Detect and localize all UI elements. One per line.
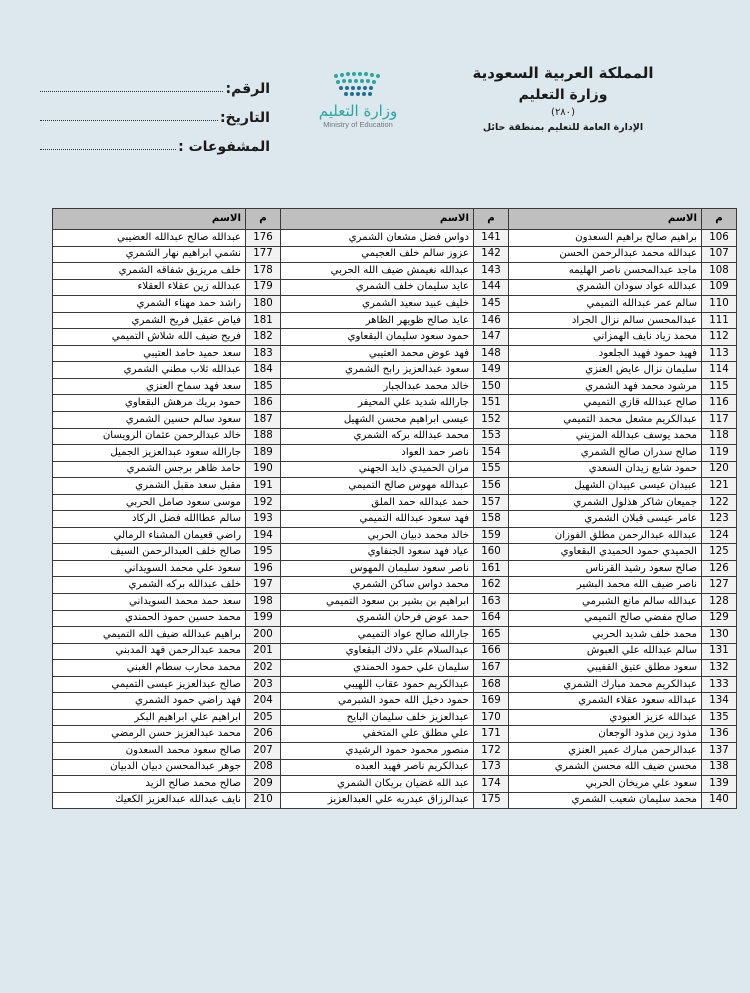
name-cell: عبدالله صالح عبدالله العضيبي [53,230,246,247]
row-number-cell: 197 [246,577,281,594]
name-cell: سعود علي محمد السويداني [53,560,246,577]
name-cell: محمد عبدالرحمن فهد المدبني [53,643,246,660]
table-row [53,544,737,561]
name-cell: محمد يوسف عبدالله المزيني [509,428,702,445]
row-number-cell: 170 [474,709,509,726]
name-cell: عبدالكريم مشعل محمد التميمي [509,412,702,429]
name-cell: سالم عطاالله فضل الركاد [53,511,246,528]
row-number-cell: 140 [702,792,737,809]
row-number-cell: 201 [246,643,281,660]
row-number-cell: 190 [246,461,281,478]
name-cell: عبدالرحمن مبارك عمير العنزي [509,742,702,759]
table-row [53,378,737,395]
row-number-cell: 148 [474,345,509,362]
row-number-cell: 137 [702,742,737,759]
row-number-cell: 172 [474,742,509,759]
name-cell: عايد صالح ظويهر الظاهر [281,312,474,329]
row-number-cell: 124 [702,527,737,544]
table-row [53,776,737,793]
name-cell: براهيم عبدالله ضيف الله التميمي [53,627,246,644]
name-cell: خالد محمد دبيان الحربي [281,527,474,544]
logo-english-text: Ministry of Education [323,120,393,129]
name-cell: حمد عوض فرحان الشمري [281,610,474,627]
name-cell: محمد زياد نايف الهمزاني [509,329,702,346]
table-row [53,246,737,263]
row-number-cell: 205 [246,709,281,726]
table-row [53,230,737,247]
table-row [53,511,737,528]
row-number-cell: 199 [246,610,281,627]
name-cell: عبدالله زين عقلاء العقلاء [53,279,246,296]
table-row [53,362,737,379]
name-cell: محمد عبدالله بركه الشمري [281,428,474,445]
table-row [53,726,737,743]
name-cell: خلف مريزيق شفاقه الشمري [53,263,246,280]
name-cell: سعد فهد سماح العنزي [53,378,246,395]
row-number-cell: 112 [702,329,737,346]
row-number-cell: 139 [702,776,737,793]
table-row [53,527,737,544]
name-cell: الحميدي حمود الحميدي البقعاوي [509,544,702,561]
row-number-cell: 119 [702,445,737,462]
row-number-cell: 206 [246,726,281,743]
row-number-cell: 164 [474,610,509,627]
name-cell: حامد ظاهر برجس الشمري [53,461,246,478]
name-cell: سالم عمر عبدالله التميمي [509,296,702,313]
table-row [53,445,737,462]
table-row [53,627,737,644]
row-number-cell: 162 [474,577,509,594]
name-cell: سعود سالم حسين الشمري [53,412,246,429]
row-number-cell: 195 [246,544,281,561]
name-cell: عبدالمحسن سالم نزال الجراد [509,312,702,329]
name-cell: حمود شايع زيدان السعدي [509,461,702,478]
name-cell: عبدالكريم محمد مبارك الشمري [509,676,702,693]
name-cell: نايف عبدالله عبدالعزيز الكعيك [53,792,246,809]
name-cell: خلف عبدالله بركه الشمري [53,577,246,594]
name-cell: عبدالله سالم مانع الشبرمي [509,594,702,611]
row-number-cell: 116 [702,395,737,412]
table-row [53,560,737,577]
row-number-cell: 158 [474,511,509,528]
row-number-cell: 159 [474,527,509,544]
name-cell: راشد حمد مهناء الشمري [53,296,246,313]
row-number-cell: 114 [702,362,737,379]
name-cell: فهد عوض محمد العتيبي [281,345,474,362]
name-cell: جوهر عبدالمحسن دبيان الدبيان [53,759,246,776]
name-cell: فهد سعود عبدالله التميمي [281,511,474,528]
kingdom-title: المملكة العربية السعودية [472,64,654,82]
row-number-cell: 192 [246,494,281,511]
name-cell: سليمان نزال عايض العنزي [509,362,702,379]
row-number-cell: 176 [246,230,281,247]
name-cell: مذود زين مذود الوجعان [509,726,702,743]
name-cell: خليف عبيد سعيد الشمري [281,296,474,313]
row-number-cell: 174 [474,776,509,793]
name-cell: جارالله سعود عبدالعزيز الجميل [53,445,246,462]
row-number-cell: 196 [246,560,281,577]
name-cell: منصور محمود حمود الرشيدي [281,742,474,759]
row-number-cell: 156 [474,478,509,495]
row-number-cell: 144 [474,279,509,296]
row-number-cell: 182 [246,329,281,346]
column-header-number: م [246,209,281,230]
name-cell: خالد عبدالرحمن عثمان الرويسان [53,428,246,445]
table-row [53,610,737,627]
row-number-cell: 153 [474,428,509,445]
name-cell: ناصر ضيف الله محمد البشير [509,577,702,594]
row-number-cell: 178 [246,263,281,280]
column-header-name: الاسم [281,209,474,230]
name-cell: ابراهيم علي ابراهيم البكر [53,709,246,726]
name-cell: عبدالله نغيمش ضيف الله الحربي [281,263,474,280]
name-cell: فهد راضي حمود الشمري [53,693,246,710]
row-number-cell: 115 [702,378,737,395]
column-header-number: م [702,209,737,230]
table-row [53,461,737,478]
row-number-cell: 188 [246,428,281,445]
row-number-cell: 154 [474,445,509,462]
name-cell: حمود سعود سليمان البقعاوي [281,329,474,346]
row-number-cell: 202 [246,660,281,677]
name-cell: سعود علي مريخان الحربي [509,776,702,793]
name-cell: صالح سعود محمد السعدون [53,742,246,759]
name-cell: ناصر حمد العواد [281,445,474,462]
table-header-row [53,209,737,230]
name-cell: عامر عيسى قبلان الشمري [509,511,702,528]
name-cell: محمد سليمان شعيب الشمري [509,792,702,809]
table-row [53,412,737,429]
table-row [53,329,737,346]
row-number-cell: 165 [474,627,509,644]
row-number-cell: 141 [474,230,509,247]
row-number-cell: 210 [246,792,281,809]
name-cell: صالح سعود رشيد القرناس [509,560,702,577]
row-number-cell: 142 [474,246,509,263]
table-row [53,709,737,726]
name-cell: مقبل سعد مقبل الشمري [53,478,246,495]
number-blank [40,90,223,92]
row-number-cell: 126 [702,560,737,577]
row-number-cell: 157 [474,494,509,511]
name-cell: عبدالله محمد عبدالرحمن الحسن [509,246,702,263]
document-code: (٢٨٠) [551,107,575,118]
table-row [53,263,737,280]
row-number-cell: 208 [246,759,281,776]
name-cell: عبدالله عواد سودان الشمري [509,279,702,296]
name-cell: محمد محارب سطام الغبني [53,660,246,677]
name-cell: براهيم صالح براهيم السعدون [509,230,702,247]
reference-fields [40,68,270,155]
row-number-cell: 166 [474,643,509,660]
name-cell: حمد عبدالله حمد الملق [281,494,474,511]
row-number-cell: 111 [702,312,737,329]
row-number-cell: 167 [474,660,509,677]
row-number-cell: 203 [246,676,281,693]
table-row [53,312,737,329]
name-cell: صالح مفضي صالح التميمي [509,610,702,627]
table-row [53,428,737,445]
row-number-cell: 207 [246,742,281,759]
number-label: الرقم: [225,81,270,97]
ministry-title: وزارة التعليم [518,87,608,103]
name-cell: سعد حميد حامد العتيبي [53,345,246,362]
name-cell: ماجد عبدالمحسن ناصر الهليمه [509,263,702,280]
name-cell: عبدالله مهوس صالح التميمي [281,478,474,495]
date-blank [40,119,218,121]
table-row [53,296,737,313]
row-number-cell: 147 [474,329,509,346]
row-number-cell: 122 [702,494,737,511]
name-cell: عبد الله غضيان بريكان الشمري [281,776,474,793]
name-cell: دواس فضل مشعان الشمري [281,230,474,247]
logo-arabic-text: وزارة التعليم [318,102,398,120]
name-cell: ناصر سعود سليمان المهوس [281,560,474,577]
row-number-cell: 193 [246,511,281,528]
name-cell: صالح سدران صالح الشمري [509,445,702,462]
row-number-cell: 130 [702,627,737,644]
name-cell: فياض عقيل فريح الشمري [53,312,246,329]
name-cell: صالح محمد صالح الزيد [53,776,246,793]
name-cell: عبدالله عبدالرحمن مطلق الفوزان [509,527,702,544]
row-number-cell: 131 [702,643,737,660]
row-number-cell: 184 [246,362,281,379]
table-row [53,279,737,296]
row-number-cell: 177 [246,246,281,263]
name-cell: محمد عبدالعزيز حسن الرمضي [53,726,246,743]
table-row [53,742,737,759]
row-number-cell: 175 [474,792,509,809]
row-number-cell: 209 [246,776,281,793]
row-number-cell: 121 [702,478,737,495]
name-cell: سالم عبدالله علي العبوش [509,643,702,660]
row-number-cell: 120 [702,461,737,478]
row-number-cell: 109 [702,279,737,296]
name-cell: عيسى ابراهيم محسن الشهيل [281,412,474,429]
table-row [53,643,737,660]
name-cell: مرشود محمد فهد الشمري [509,378,702,395]
table-row [53,693,737,710]
row-number-cell: 185 [246,378,281,395]
row-number-cell: 161 [474,560,509,577]
table-row [53,345,737,362]
row-number-cell: 198 [246,594,281,611]
row-number-cell: 138 [702,759,737,776]
name-cell: حمود دخيل الله حمود الشبرمي [281,693,474,710]
name-cell: جميعان شاكر هذلول الشمري [509,494,702,511]
name-cell: موسى سعود صامل الحربي [53,494,246,511]
row-number-cell: 113 [702,345,737,362]
name-cell: عبدالله عزيز العبودي [509,709,702,726]
name-cell: فهيد حمود فهيد الجلعود [509,345,702,362]
name-cell: راضي قعيمان المشناء الرمالي [53,527,246,544]
table-row [53,759,737,776]
row-number-cell: 133 [702,676,737,693]
name-cell: محسن ضيف الله محسن الشمري [509,759,702,776]
name-cell: صالح خلف العبدالرحمن السيف [53,544,246,561]
row-number-cell: 200 [246,627,281,644]
row-number-cell: 146 [474,312,509,329]
column-header-name: الاسم [509,209,702,230]
name-cell: سعود مطلق عتيق القفيبي [509,660,702,677]
ministry-logo-icon [328,70,388,100]
name-cell: عبدالله سعود عقلاء الشمري [509,693,702,710]
name-cell: محمد خلف شديد الحربي [509,627,702,644]
number-field [40,68,270,97]
table-row [53,594,737,611]
name-cell: عياد فهد سعود الجنفاوي [281,544,474,561]
row-number-cell: 108 [702,263,737,280]
row-number-cell: 118 [702,428,737,445]
name-cell: ابراهيم بن بشير بن سعود التميمي [281,594,474,611]
row-number-cell: 128 [702,594,737,611]
name-cell: عبدالعزيز خلف سليمان البايح [281,709,474,726]
names-table [52,208,737,809]
row-number-cell: 171 [474,726,509,743]
table-row [53,660,737,677]
table-row [53,676,737,693]
date-field [40,97,270,126]
name-cell: محمد دواس ساكن الشمري [281,577,474,594]
name-cell: صالح عبدالله قازي التميمي [509,395,702,412]
table-row [53,792,737,809]
attachments-field [40,126,270,155]
name-cell: حمود بريك مرهش البقعاوي [53,395,246,412]
row-number-cell: 149 [474,362,509,379]
letterhead [448,62,678,136]
row-number-cell: 187 [246,412,281,429]
row-number-cell: 152 [474,412,509,429]
row-number-cell: 107 [702,246,737,263]
row-number-cell: 155 [474,461,509,478]
name-cell: فريح ضيف الله شلاش التميمي [53,329,246,346]
row-number-cell: 125 [702,544,737,561]
row-number-cell: 168 [474,676,509,693]
name-cell: عبدالسلام علي دلاك البقعاوي [281,643,474,660]
name-cell: عزوز سالم خلف العجيمي [281,246,474,263]
name-cell: جارالله صالح عواد التميمي [281,627,474,644]
name-cell: جارالله شديد علي المحيفر [281,395,474,412]
row-number-cell: 129 [702,610,737,627]
row-number-cell: 181 [246,312,281,329]
row-number-cell: 135 [702,709,737,726]
row-number-cell: 191 [246,478,281,495]
name-cell: عايد سليمان خلف الشمري [281,279,474,296]
names-table-body [53,230,737,809]
row-number-cell: 134 [702,693,737,710]
row-number-cell: 186 [246,395,281,412]
ministry-logo [308,70,408,145]
name-cell: خالد محمد عبدالجبار [281,378,474,395]
name-cell: صالح عبدالعزيز عيسى التميمي [53,676,246,693]
attachments-label: المشفوعات : [178,139,270,155]
row-number-cell: 143 [474,263,509,280]
attachments-blank [40,148,176,150]
row-number-cell: 183 [246,345,281,362]
table-row [53,478,737,495]
name-cell: عبدالرزاق عبدربه علي العبدالعزيز [281,792,474,809]
row-number-cell: 145 [474,296,509,313]
row-number-cell: 151 [474,395,509,412]
table-row [53,395,737,412]
name-cell: سعود عبدالعزيز رابح الشمري [281,362,474,379]
row-number-cell: 127 [702,577,737,594]
row-number-cell: 173 [474,759,509,776]
row-number-cell: 123 [702,511,737,528]
table-row [53,494,737,511]
row-number-cell: 110 [702,296,737,313]
row-number-cell: 163 [474,594,509,611]
name-cell: عبيدان عيسى عبيدان الشهيل [509,478,702,495]
row-number-cell: 204 [246,693,281,710]
row-number-cell: 169 [474,693,509,710]
name-cell: عبدالكريم حمود عقاب اللهيبي [281,676,474,693]
column-header-number: م [474,209,509,230]
row-number-cell: 150 [474,378,509,395]
table-row [53,577,737,594]
row-number-cell: 189 [246,445,281,462]
row-number-cell: 117 [702,412,737,429]
name-cell: نشمي ابراهيم نهار الشمري [53,246,246,263]
administration-title: الإدارة العامة للتعليم بمنطقة حائل [482,122,644,133]
name-cell: سعد حمد محمد السويداني [53,594,246,611]
name-cell: سليمان علي حمود الحمندي [281,660,474,677]
row-number-cell: 160 [474,544,509,561]
name-cell: مران الحميدي ذايد الجهني [281,461,474,478]
column-header-name: الاسم [53,209,246,230]
row-number-cell: 194 [246,527,281,544]
date-label: التاريخ: [219,110,270,126]
row-number-cell: 180 [246,296,281,313]
row-number-cell: 106 [702,230,737,247]
row-number-cell: 179 [246,279,281,296]
name-cell: عبدالله ثلاب مطني الشمري [53,362,246,379]
name-cell: عبدالكريم ناصر فهيد العبده [281,759,474,776]
row-number-cell: 136 [702,726,737,743]
name-cell: علي مطلق علي المتخفي [281,726,474,743]
name-cell: محمد حسين حمود الحمندي [53,610,246,627]
row-number-cell: 132 [702,660,737,677]
